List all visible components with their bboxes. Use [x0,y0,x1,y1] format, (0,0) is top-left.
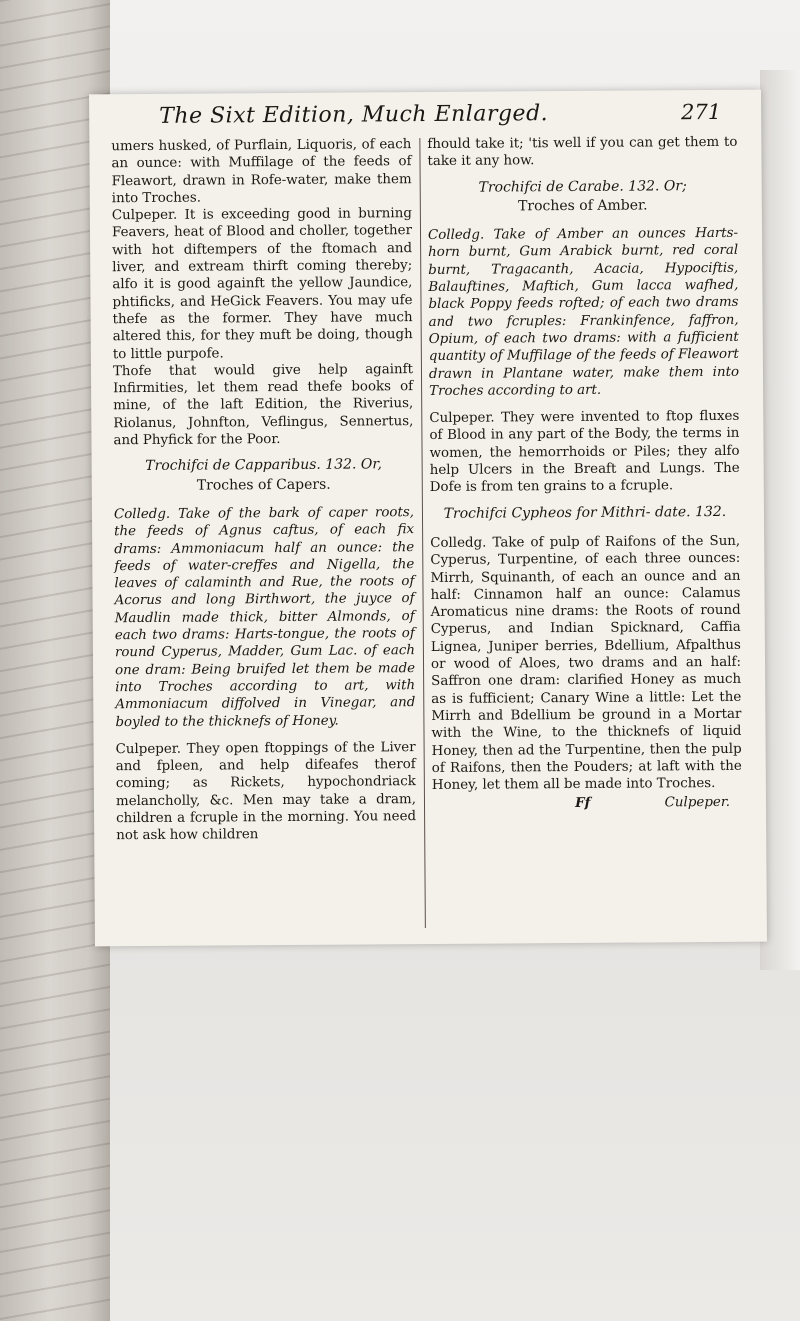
left-paragraph-3: Thofe that would give help againft Infirmities, let them read thefe books of mine, of the laft Edition, the Riverius, Riolanus, Johnfton, Veflingus, Sennertus, and Phyfick for the Poor. [112,361,414,449]
catchword: Culpeper. [664,795,731,811]
header-title: The Sixt Edition, Much Enlarged. [159,101,549,129]
footer-line [432,794,742,813]
left-column [111,136,416,845]
right-heading-cypheos: Trochifci Cypheos for Mithri- date. 132. [443,503,727,522]
left-heading-capers: Trochifci de Capparibus. 132. Or, [145,456,383,475]
running-header [89,100,761,139]
page-number: 271 [680,99,722,125]
book-page [89,90,767,947]
signature-mark: Ff [575,795,591,812]
left-paragraph-4: Colledg. Take of the bark of caper roots, the feeds of Agnus caftus, of each fix drams: Ammoniacum half an ounce: the feeds of water-creffes and Nigella, the leaves of calaminth and Rue, the roots of Acorus and long Birthwort, the juyce of Maudlin made thick, bitter Almonds, of each two drams: Harts-tongue, the roots of round Cyperus, Madder, Gum Lac. of each one dram: Being bruifed let them be made into Troches according to art, with Ammoniacum diffolved in Vinegar, and boyled to the thicknefs of Honey. [113,505,416,730]
right-column [427,134,742,827]
right-subheading-amber: Troches of Amber. [517,197,648,215]
right-paragraph-2: Colledg. Take of Amber an ounces Harts-horn burnt, Gum Arabick burnt, red coral burnt, Tragacanth, Acacia, Hypociftis, Balauftines, Maftich, Gum lacca wafhed, black Poppy feeds rofted; of each two drams and two fcruples: Frankinfence, faffron, Opium, of each two drams: with a fufficient quantity of Muffilage of the feeds of Fleawort drawn in Plantane water, make them into Troches according to art. [427,226,740,399]
right-paragraph-3: Culpeper. They were invented to ftop fluxes of Blood in any part of the Body, the terms in women, the hemorrhoids or Piles; they alfo help Ulcers in the Breaft and Lungs. The Dofe is from ten grains to a fcruple. [429,408,740,496]
right-heading-amber: Trochifci de Carabe. 132. Or; [478,177,687,196]
column-divider [419,138,426,928]
left-paragraph-5: Culpeper. They open ftoppings of the Liver and fpleen, and help difeafes therof coming; as Rickets, hypochondriack melancholly, &c. Men may take a dram, children a fcruple in the morning. You need not ask how children [115,739,417,844]
left-paragraph-1: umers husked, of Purflain, Liquoris, of each an ounce: with Muffilage of the feeds of Fleawort, drawn in Rofe-water, make them into Troches. [111,137,412,207]
right-paragraph-1: fhould take it; 'tis well if you can get them to take it any how. [427,134,738,170]
right-paragraph-4: Colledg. Take of pulp of Raifons of the Sun, Cyperus, Turpentine, of each three ounces: Mirrh, Squinanth, of each an ounce and an half: Cinnamon half an ounce: Calamus Aromaticus nine drams: the Roots of round Cyperus, and Indian Spicknard, Caffia Lignea, Juniper berries, Bdellium, Afpalthus or wood of Aloes, two drams and an half: Saffron one dram: clarified Honey as much as is fufficient; Canary Wine a little: Let the Mirrh and Bdellium be ground in a Mortar with the Wine, to the thicknefs of liquid Honey, then ad the Turpentine, then the pulp of Raifons, then the Pouders; at laft with the Honey, let them all be made into Troches. [430,533,742,794]
left-subheading-capers: Troches of Capers. [196,476,331,494]
left-paragraph-2: Culpeper. It is exceeding good in burning Feavers, heat of Blood and choller, together with hot diftempers of the ftomach and liver, and extream thirft coming thereby; alfo it is good againft the yellow Jaundice, phtificks, and HeGick Feavers. You may ufe thefe as the former. They have much altered this, for they muft be doing, though to little purpofe. [111,206,413,362]
